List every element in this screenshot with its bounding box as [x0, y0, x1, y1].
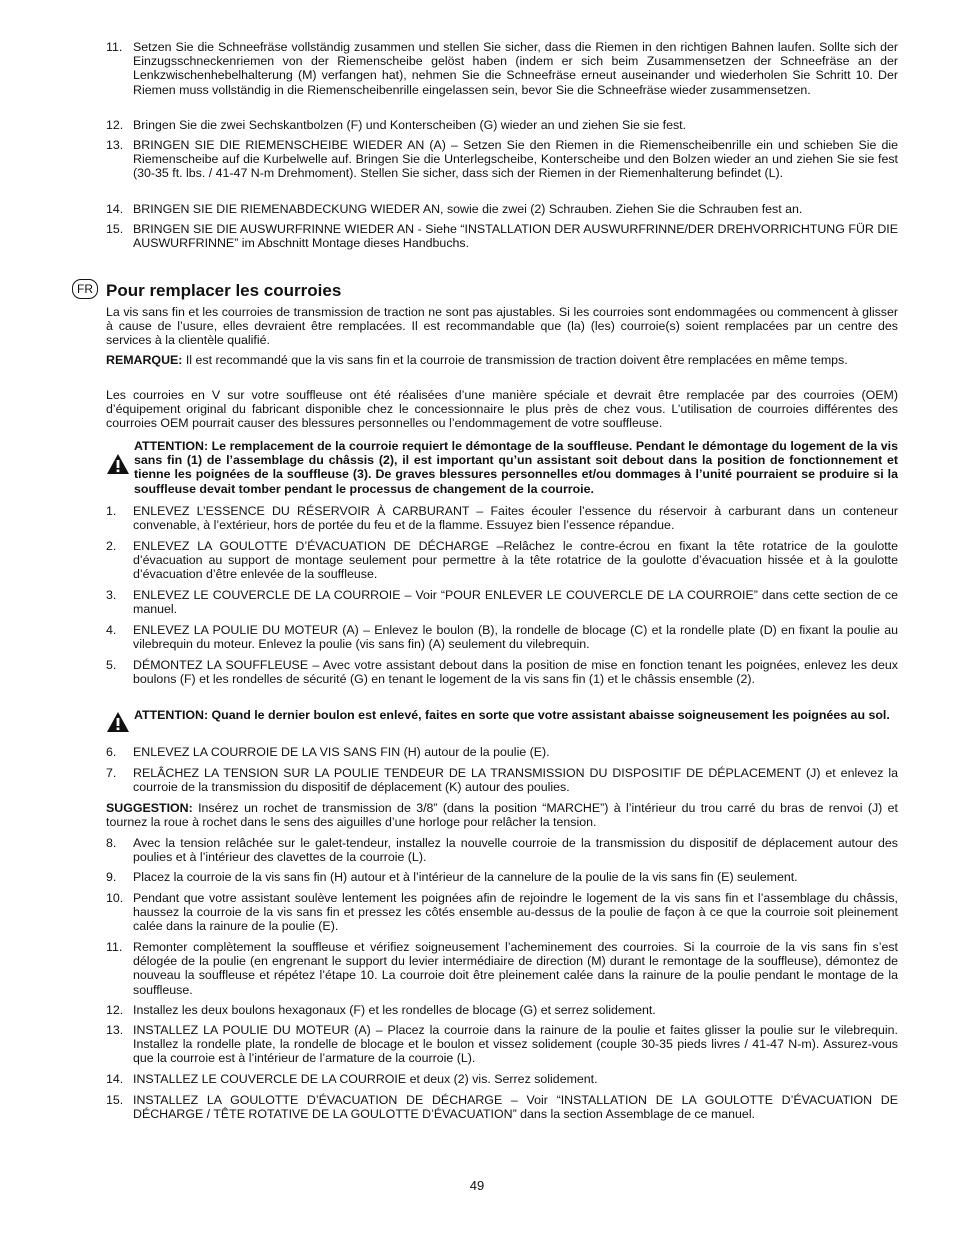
remarque-paragraph — [106, 353, 898, 367]
de-step-13: 13. BRINGEN SIE DIE RIEMENSCHEIBE WIEDER AN (A) – Setzen Sie den Riemen in die Riemenscheibenrille ein und schieben Sie die Riemenscheibe auf die Kurbelwelle auf. Bringen Sie die Unterlegscheibe, Konterscheibe und den Bolzen wieder an und ziehen Sie sie fest (30-35 ft. lbs. / 41-47 N-m Drehmoment). Stellen Sie sicher, dass sich der Riemen in der Riemenhalterung befindet (L). — [106, 138, 898, 181]
fr-step-9: 9. Placez la courroie de la vis sans fin (H) autour et à l’intérieur de la cannelure de la poulie de la vis sans fin (E) seulement. — [106, 870, 798, 884]
fr-step-4: 4. ENLEVEZ LA POULIE DU MOTEUR (A) – Enlevez le boulon (B), la rondelle de blocage (C) et la rondelle plate (D) en fixant la poulie au vilebrequin du moteur. Enlevez la poulie (vis sans fin) (A) seulement du vilebrequin. — [106, 623, 898, 652]
de-step-15: 15. BRINGEN SIE DIE AUSWURFRINNE WIEDER AN - Siehe “INSTALLATION DER AUSWURFRINNE/DER DREHVORRICHTUNG FÜR DIE AUSWURFRINNE” im Abschnitt Montage dieses Handbuchs. — [106, 222, 898, 251]
suggestion-paragraph — [106, 801, 898, 829]
fr-step-8: 8. Avec la tension relâchée sur le galet-tendeur, installez la nouvelle courroie de la transmission du dispositif de déplacement autour des poulies et à l’intérieur des clavettes de la courroie (L). — [106, 836, 898, 865]
fr-step-3: 3. ENLEVEZ LE COUVERCLE DE LA COURROIE – Voir “POUR ENLEVER LE COUVERCLE DE LA COURROIE” dans cette section de ce manuel. — [106, 588, 898, 617]
de-step-14: 14. BRINGEN SIE DIE RIEMENABDECKUNG WIEDER AN, sowie die zwei (2) Schrauben. Ziehen Sie die Schrauben fest an. — [106, 202, 803, 216]
fr-step-11: 11. Remonter complètement la souffleuse et vérifiez soigneusement l’acheminement des courroies. Si la courroie de la vis sans fin s’est délogée de la poulie (en engrenant le support du levier intermédiaire de direction (M) durant le remontage de la souffleuse), démontez de nouveau la souffleuse et répétez l’étape 10. La courroie doit être pleinement calée dans la rainure de la poulie pendant le montage de la souffleuse. — [106, 940, 898, 997]
suggestion-label: SUGGESTION: — [106, 801, 193, 815]
warning-block-1: ATTENTION: Le remplacement de la courroie requiert le démontage de la souffleuse. Pendant le démontage du logement de la vis sans fin (1) de l’assemblage du châssis (2), il est important qu’un assistant soit debout dans la position de fonctionnement et tienne les poignées de la souffleuse (3). De graves blessures personnelles et/ou dommages à l’unité pourraient se produire si la souffleuse devait tomber pendant le processus de changement de la courroie. — [106, 439, 898, 496]
fr-step-10: 10. Pendant que votre assistant soulève lentement les poignées afin de rejoindre le logement de la vis sans fin et l’assemblage du châssis, haussez la courroie de la vis sans fin et pressez les côtés ensemble au-dessus de la poulie de façon à ce que la courroie soit pleinement calée dans la rainure de la poulie (E). — [106, 891, 898, 934]
warning-icon — [106, 711, 130, 733]
remarque-text: Il est recommandé que la vis sans fin et la courroie de transmission de traction doivent être remplacées en même temps. — [182, 353, 848, 367]
fr-step-14: 14. INSTALLEZ LE COUVERCLE DE LA COURROIE et deux (2) vis. Serrez solidement. — [106, 1072, 598, 1086]
suggestion-text: Insérez un rochet de transmission de 3/8” (dans la position “MARCHE”) à l’intérieur du trou carré du bras de renvoi (J) et tournez la roue à rochet dans le sens des aiguilles d’une horloge pour relâcher la tension. — [106, 801, 898, 830]
fr-step-15: 15. INSTALLEZ LA GOULOTTE D’ÉVACUATION DE DÉCHARGE – Voir “INSTALLATION DE LA GOULOTTE D’ÉVACUATION DE DÉCHARGE / TÊTE ROTATIVE DE LA GOULOTTE D’ÉVACUATION” dans la section Assemblage de ce manuel. — [106, 1093, 898, 1122]
fr-step-7: 7. RELÂCHEZ LA TENSION SUR LA POULIE TENDEUR DE LA TRANSMISSION DU DISPOSITIF DE DÉPLACEMENT (J) et enlevez la courroie de la transmission du dispositif de déplacement (K) autour des poulies. — [106, 766, 898, 795]
fr-step-12: 12. Installez les deux boulons hexagonaux (F) et les rondelles de blocage (G) et serrez solidement. — [106, 1003, 656, 1017]
de-step-12: 12. Bringen Sie die zwei Sechskantbolzen (F) und Konterscheiben (G) wieder an und ziehen Sie sie fest. — [106, 118, 687, 132]
section-heading: Pour remplacer les courroies — [106, 281, 342, 300]
language-badge: FR — [72, 279, 98, 299]
page-number: 49 — [469, 1178, 485, 1193]
remarque-label: REMARQUE: — [106, 353, 183, 367]
fr-step-6: 6. ENLEVEZ LA COURROIE DE LA VIS SANS FIN (H) autour de la poulie (E). — [106, 745, 550, 759]
fr-step-5: 5. DÉMONTEZ LA SOUFFLEUSE – Avec votre assistant debout dans la position de mise en fonction tenant les poignées, enlevez les deux boulons (F) et les rondelles de sécurité (G) en tenant le logement de la vis sans fin (1) et le châssis ensemble (2). — [106, 658, 898, 687]
oem-paragraph: Les courroies en V sur votre souffleuse ont été réalisées d’une manière spéciale et devrait être remplacée par des courroies (OEM) d’équipement original du fabricant disponible chez le concessionnaire le plus près de chez vous. L’utilisation de courroies différentes des courroies OEM pourrait causer des blessures personnelles ou l’endommagement de votre souffleuse. — [106, 388, 898, 431]
de-step-11: 11. Setzen Sie die Schneefräse vollständig zusammen und stellen Sie sicher, dass die Riemen in den richtigen Bahnen laufen. Sollte sich der Einzugsschneckenriemen von der Riemenscheibe gelöst haben (indem er sich beim Zusammensetzen der Schneefräse an der Lenkzwischenhebelhalterung (M) verfangen hat), nehmen Sie die Schneefräse erneut auseinander und wiederholen Sie Schritt 10. Der Riemen muss vollständig in die Riemenscheibenrille eingelassen sein, bevor Sie die Schneefräse wieder zusammensetzen. — [106, 40, 898, 97]
warning-block-2: ATTENTION: Quand le dernier boulon est enlevé, faites en sorte que votre assistant abaisse soigneusement les poignées au sol. — [106, 708, 898, 722]
fr-step-2: 2. ENLEVEZ LA GOULOTTE D’ÉVACUATION DE DÉCHARGE –Relâchez le contre-écrou en fixant la tête rotatrice de la goulotte d’évacuation au support de montage seulement pour permettre à la tête rotatrice de la goulotte d’évacuation hissée et à la goulotte d’évacuation d’être enlevée de la souffleuse. — [106, 539, 898, 582]
fr-step-1: 1. ENLEVEZ L’ESSENCE DU RÉSERVOIR À CARBURANT – Faites écouler l’essence du réservoir à carburant dans un conteneur convenable, à l’extérieur, hors de portée du feu et de la flamme. Essuyez bien l’essence répandue. — [106, 504, 898, 533]
intro-paragraph: La vis sans fin et les courroies de transmission de traction ne sont pas ajustables. Si les courroies sont endommagées ou commencent à glisser à cause de l’usure, elles devraient être remplacées. Il est recommandable que (la) (les) courroie(s) soient remplacées par un centre des services à la clientèle qualifié. — [106, 305, 898, 348]
warning-icon — [106, 453, 130, 475]
fr-step-13: 13. INSTALLEZ LA POULIE DU MOTEUR (A) – Placez la courroie dans la rainure de la poulie et faites glisser la poulie sur le vilebrequin. Installez la rondelle plate, la rondelle de blocage et le boulon et vissez solidement (couple 30-35 pieds livres / 41-47 N-m). Assurez-vous que la courroie est à l’intérieur de l’armature de la courroie (L). — [106, 1023, 898, 1066]
